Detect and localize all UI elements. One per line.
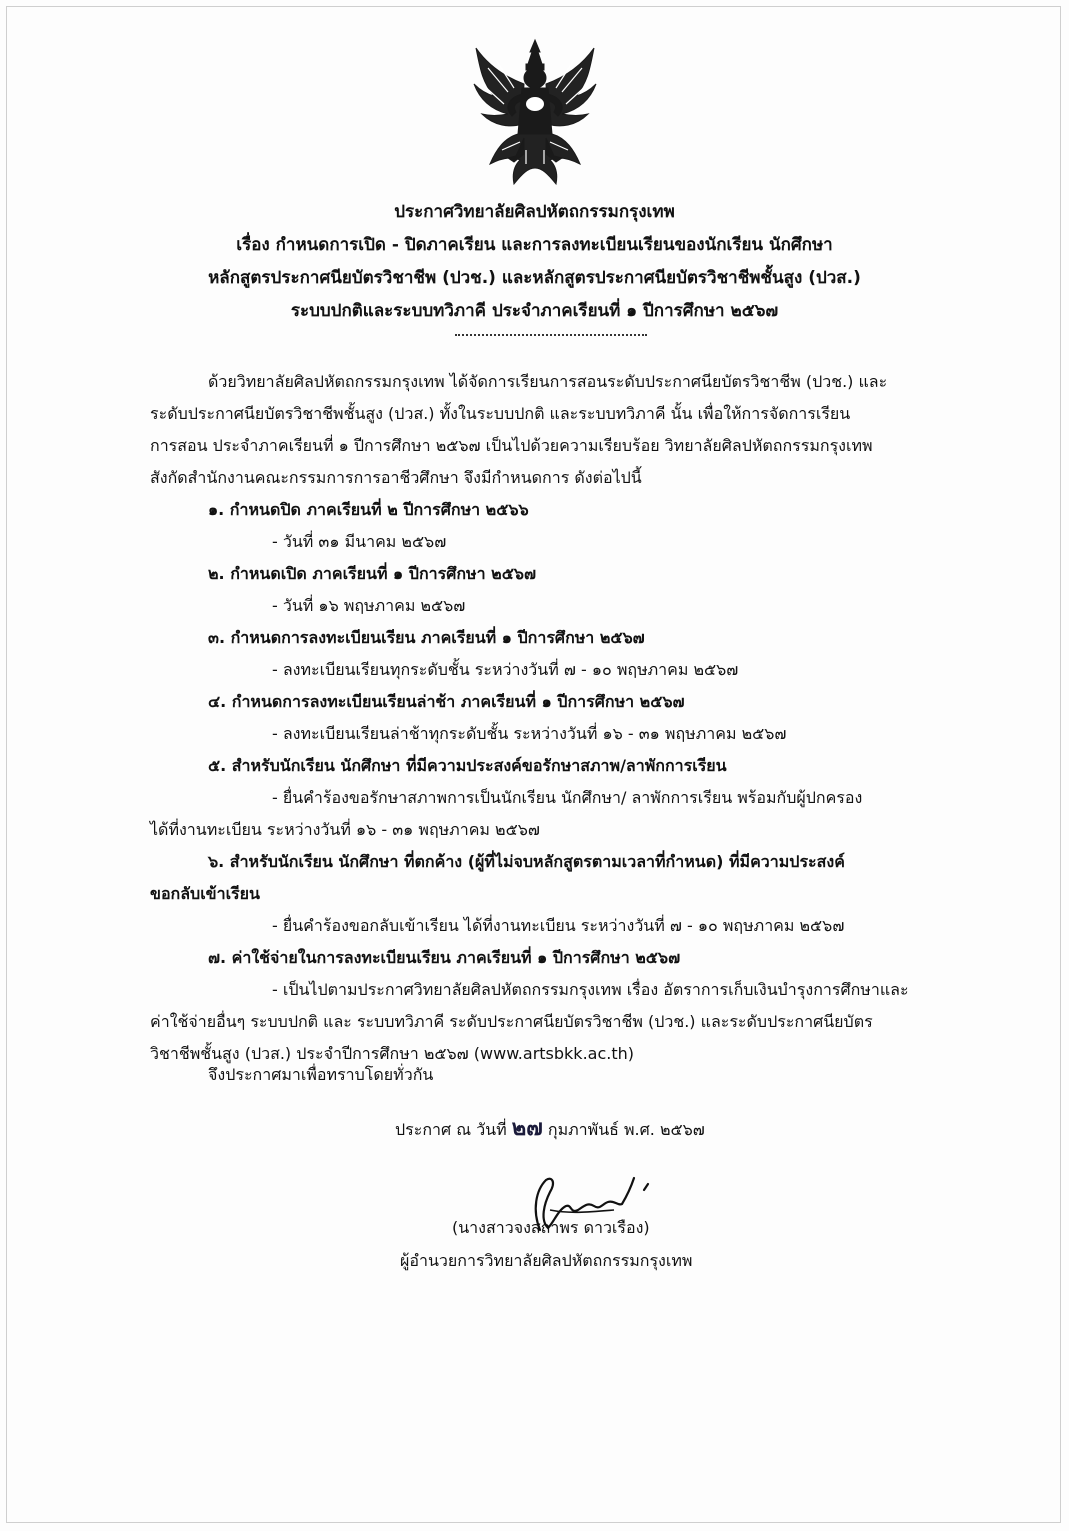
intro-line: ด้วยวิทยาลัยศิลปหัตถกรรมกรุงเทพ ได้จัดการเรียนการสอนระดับประกาศนียบัตรวิชาชีพ (ปวช.) และ	[208, 372, 888, 391]
date-suffix: กุมภาพันธ์ พ.ศ. ๒๕๖๗	[547, 1120, 705, 1139]
date-day: ๒๗	[511, 1115, 543, 1141]
garuda-emblem-icon	[468, 38, 602, 188]
intro-line: สังกัดสำนักงานคณะกรรมการการอาชีวศึกษา จึงมีกำหนดการ ดังต่อไปนี้	[150, 468, 642, 487]
item-detail: - ลงทะเบียนเรียนล่าช้าทุกระดับชั้น ระหว่างวันที่ ๑๖ - ๓๑ พฤษภาคม ๒๕๖๗	[272, 724, 787, 743]
announcement-date	[395, 1110, 705, 1145]
announcement-title: ประกาศวิทยาลัยศิลปหัตถกรรมกรุงเทพ	[394, 202, 675, 222]
closing-statement: จึงประกาศมาเพื่อทราบโดยทั่วกัน	[208, 1065, 434, 1084]
item-detail: - ยื่นคำร้องขอรักษาสภาพการเป็นนักเรียน นักศึกษา/ ลาพักการเรียน พร้อมกับผู้ปกครอง	[272, 788, 863, 807]
item-heading: ๖. สำหรับนักเรียน นักศึกษา ที่ตกค้าง (ผู้ที่ไม่จบหลักสูตรตามเวลาที่กำหนด) ที่มีความประสงค์	[208, 852, 845, 871]
subject-line: เรื่อง กำหนดการเปิด - ปิดภาคเรียน และการลงทะเบียนเรียนของนักเรียน นักศึกษา	[236, 235, 833, 255]
item-heading: ๕. สำหรับนักเรียน นักศึกษา ที่มีความประสงค์ขอรักษาสภาพ/ลาพักการเรียน	[208, 756, 727, 775]
item-detail: - ลงทะเบียนเรียนทุกระดับชั้น ระหว่างวันที่ ๗ - ๑๐ พฤษภาคม ๒๕๖๗	[272, 660, 739, 679]
subject-line-2: หลักสูตรประกาศนียบัตรวิชาชีพ (ปวช.) และหลักสูตรประกาศนียบัตรวิชาชีพชั้นสูง (ปวส.)	[208, 268, 861, 288]
item-detail-cont: ค่าใช้จ่ายอื่นๆ ระบบปกติ และ ระบบทวิภาคี ระดับประกาศนียบัตรวิชาชีพ (ปวช.) และระดับประกาศนียบัตร	[150, 1012, 873, 1031]
item-heading: ๒. กำหนดเปิด ภาคเรียนที่ ๑ ปีการศึกษา ๒๕๖๗	[208, 564, 536, 583]
item-detail: - เป็นไปตามประกาศวิทยาลัยศิลปหัตถกรรมกรุงเทพ เรื่อง อัตราการเก็บเงินบำรุงการศึกษาและ	[272, 980, 909, 999]
signer-title: ผู้อำนวยการวิทยาลัยศิลปหัตถกรรมกรุงเทพ	[400, 1251, 693, 1270]
item-heading: ๔. กำหนดการลงทะเบียนเรียนล่าช้า ภาคเรียนที่ ๑ ปีการศึกษา ๒๕๖๗	[208, 692, 685, 711]
item-detail: - ยื่นคำร้องขอกลับเข้าเรียน ได้ที่งานทะเบียน ระหว่างวันที่ ๗ - ๑๐ พฤษภาคม ๒๕๖๗	[272, 916, 845, 935]
dotted-divider	[455, 334, 647, 336]
item-detail: - วันที่ ๓๑ มีนาคม ๒๕๖๗	[272, 532, 447, 551]
item-heading: ๓. กำหนดการลงทะเบียนเรียน ภาคเรียนที่ ๑ ปีการศึกษา ๒๕๖๗	[208, 628, 645, 647]
item-heading: ๑. กำหนดปิด ภาคเรียนที่ ๒ ปีการศึกษา ๒๕๖๖	[208, 500, 529, 519]
item-heading-cont: ขอกลับเข้าเรียน	[150, 884, 260, 903]
date-prefix: ประกาศ ณ วันที่	[395, 1120, 507, 1139]
subject-line-3: ระบบปกติและระบบทวิภาคี ประจำภาคเรียนที่ ๑ ปีการศึกษา ๒๕๖๗	[290, 301, 779, 321]
intro-line: การสอน ประจำภาคเรียนที่ ๑ ปีการศึกษา ๒๕๖๗ เป็นไปด้วยความเรียบร้อย วิทยาลัยศิลปหัตถกรรมกรุงเทพ	[150, 436, 873, 455]
item-detail-cont: วิชาชีพชั้นสูง (ปวส.) ประจำปีการศึกษา ๒๕๖๗ (www.artsbkk.ac.th)	[150, 1044, 634, 1063]
announcement-header	[0, 196, 1069, 328]
item-detail: - วันที่ ๑๖ พฤษภาคม ๒๕๖๗	[272, 596, 466, 615]
intro-line: ระดับประกาศนียบัตรวิชาชีพชั้นสูง (ปวส.) ทั้งในระบบปกติ และระบบทวิภาคี นั้น เพื่อให้การจัดการเรียน	[150, 404, 851, 423]
announcement-body	[150, 366, 942, 1070]
signer-name: (นางสาวจงสถาพร ดาวเรือง)	[452, 1218, 650, 1237]
item-detail-cont: ได้ที่งานทะเบียน ระหว่างวันที่ ๑๖ - ๓๑ พฤษภาคม ๒๕๖๗	[150, 820, 540, 839]
item-heading: ๗. ค่าใช้จ่ายในการลงทะเบียนเรียน ภาคเรียนที่ ๑ ปีการศึกษา ๒๕๖๗	[208, 948, 681, 967]
